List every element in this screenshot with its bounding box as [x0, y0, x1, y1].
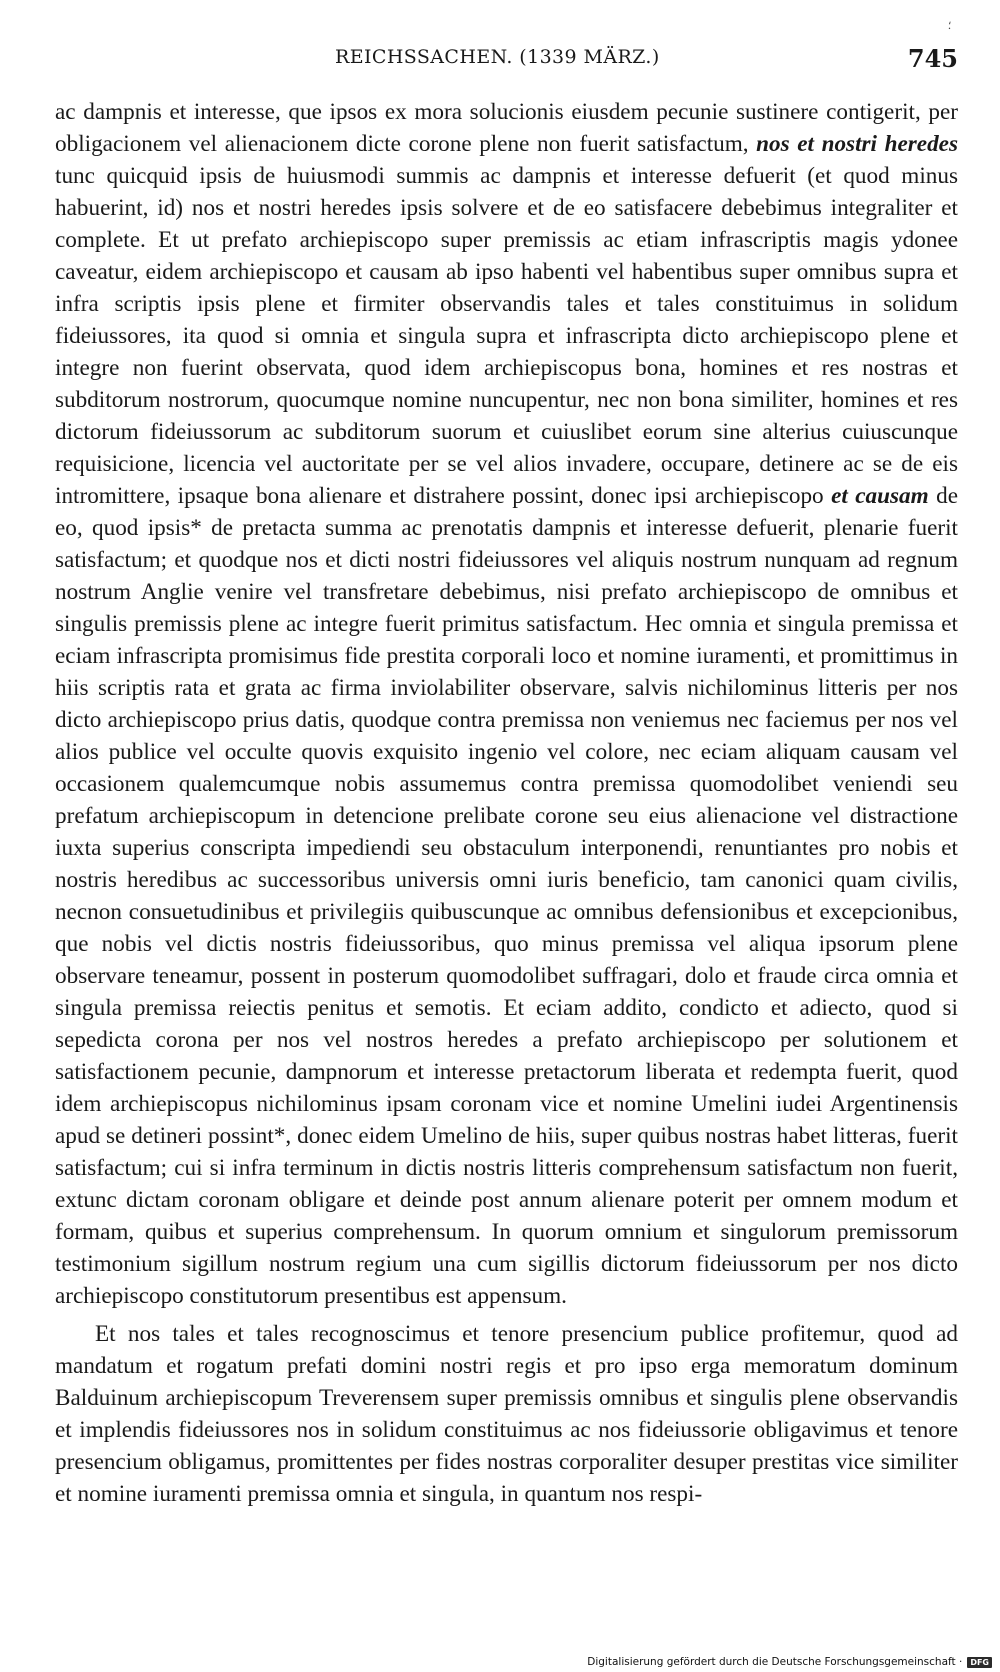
paragraph-1-part-a: ac dampnis et interesse, que ipsos ex mora solucionis eiusdem pecunie sustinere contigerit, per obligacionem vel alienacionem dicte corone plene non fuerit satisfactum, [55, 99, 958, 157]
running-header [55, 40, 958, 80]
running-title: REICHSSACHEN. (1339 MÄRZ.) [335, 46, 660, 68]
digitization-credit [587, 1656, 992, 1668]
digitization-credit-text: Digitalisierung gefördert durch die Deutsche Forschungsgemeinschaft · [587, 1656, 963, 1668]
italic-phrase-et-causam: et causam [831, 483, 929, 509]
paragraph-1-part-c: de eo, quod ipsis* de pretacta summa ac prenotatis dampnis et interesse defuerit, plenarie fuerit satisfactum; et quodque nos et dicti nostri fideiussores vel aliquis nostrum nunquam ad regnum nostrum Anglie venire vel transfretare debebimus, nisi prefato archiepiscopo de omnibus et singulis premissis plene ac integre fuerit primitus satisfactum. Hec omnia et singula premissa et eciam infrascripta promisimus fide prestita corporali loco et nomine iuramenti, et promittimus in hiis scriptis rata et grata ac firma inviolabiliter observare, salvis nichilominus litteris per nos dicto archiepiscopo prius datis, quodque contra premissa non veniemus nec faciemus per nos vel alios publice vel occulte quovis exquisito ingenio vel colore, nec eciam aliquam causam vel occasionem qualemcumque nobis assumemus contra premissa quomodolibet veniendi seu prefatum archiepiscopum in detencione prelibate corone seu eius alienacione vel distractione iuxta superius conscripta impediendi seu obstaculum interponendi, renuntiantes pro nobis et nostris heredibus ac successoribus universis omni iuris beneficio, tam canonici quam civilis, necnon consuetudinibus et privilegiis quibuscunque ac omnibus defensionibus et excepcionibus, que nobis vel dictis nostris fideiussoribus, quo minus premissa vel aliqua ipsorum plene observare teneamur, possent in posterum quomodolibet suffragari, dolo et fraude circa omnia et singula premissa reiectis penitus et semotis. Et eciam addito, condicto et adiecto, quod si sepedicta corona per nos vel nostros heredes a prefato archiepiscopo per solutionem et satisfactionem pecunie, dampnorum et interesse pretactorum liberata et redempta fuerit, quod idem archiepiscopus nichilominus ipsam coronam vice et nomine Umelini iudei Argentinensis apud se detineri possint*, donec eidem Umelino de hiis, super quibus nostras habet litteras, fuerit satisfactum; cui si infra terminum in dictis nostris litteris comprehensum satisfactum non fuerit, extunc dictam coronam obligare et deinde post annum alienare poterit per omnem modum et formam, quibus et superius comprehensum. In quorum omnium et singulorum premissorum testimonium sigillum nostrum regium una cum sigillis dictorum fideiussorum per nos dicto archiepiscopo constitutorum presentibus est appensum. [55, 483, 958, 1309]
paragraph-1-part-b: tunc quicquid ipsis de huiusmodi summis ac dampnis et interesse defuerit (et quod minus habuerint, id) nos et nostri heredes ipsis solvere et de eo satisfacere debebimus integraliter et complete. Et ut prefato archiepiscopo super premissis ac etiam infrascriptis magis ydonee caveatur, eidem archiepiscopo et causam ab ipso habenti vel habentibus super omnibus supra et infra scriptis ipsis plene et firmiter observandis tales et tales constituimus in solidum fideiussores, ita quod si omnia et singula supra et infrascripta dicto archiepiscopo plene et integre non fuerint observata, quod idem archiepiscopus bona, homines et res nostras et subditorum nostrorum, quocumque nomine nuncupentur, nec non bona similiter, homines et res dictorum fideiussorum ac subditorum suorum et cuiuslibet eorum sine alterius cuiuscunque requisicione, licencia vel auctoritate per se vel alios invadere, occupare, detinere ac se de eis intromittere, ipsaque bona alienare et distrahere possint, donec ipsi archiepiscopo [55, 163, 958, 509]
italic-phrase-nos-et-nostri-heredes: nos et nostri heredes [756, 131, 958, 157]
paragraph-2: Et nos tales et tales recognoscimus et tenore presencium publice profitemur, quod ad mandatum et rogatum prefati domini nostri regis et pro ipso erga memoratum dominum Balduinum archiepiscopum Treverensem super premissis omnibus et singulis plene observandis et implendis fideiussores nos in solidum constituimus ac nos fideiussorie obligavimus et tenore presencium obligamus, promittentes per fides nostras corporaliter desuper prestitas vice similiter et nomine iuramenti premissa omnia et singula, in quantum nos respi- [55, 1321, 958, 1507]
dfg-logo: DFG [967, 1657, 992, 1668]
page-number: 745 [907, 44, 958, 73]
corner-mark: ⸵ [948, 19, 951, 32]
paragraph-1 [55, 96, 958, 1312]
body-text [55, 96, 958, 1510]
